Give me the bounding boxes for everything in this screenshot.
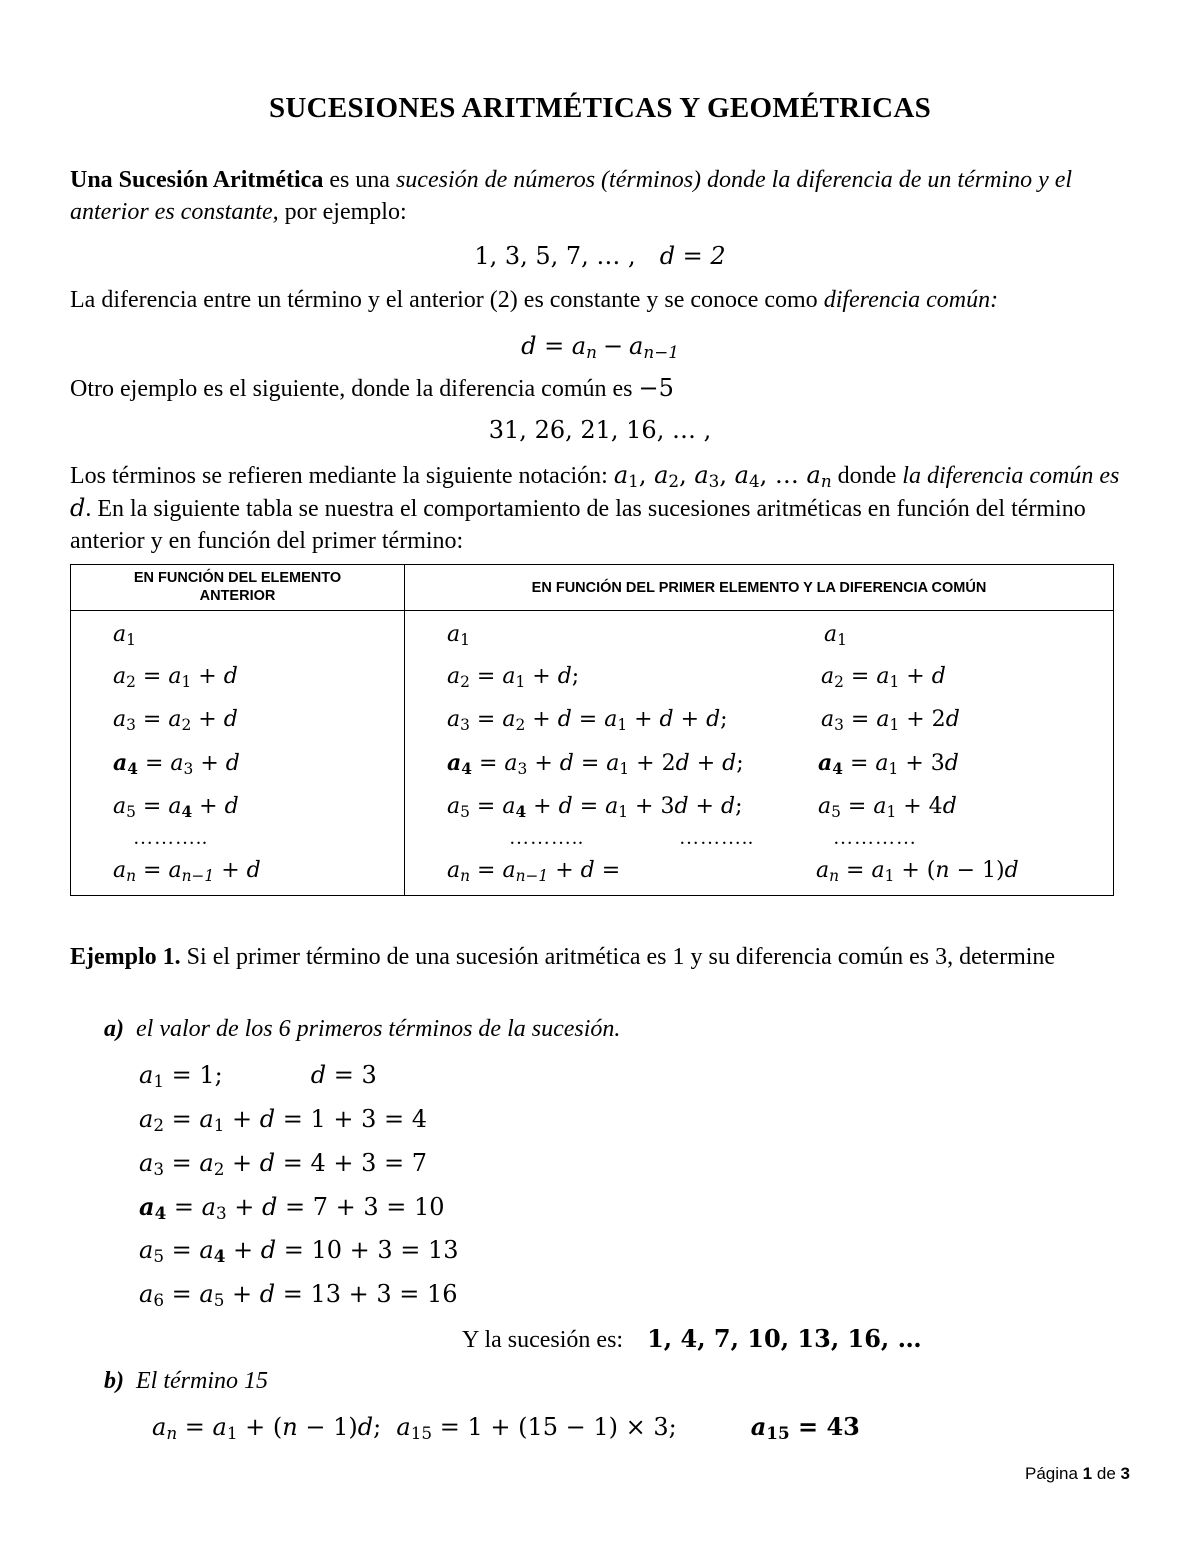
mid-a5: $a_5 = a_4 + d = a_1 + 3d + d$; [447,794,743,821]
calc-a5: $a_5 = a_4 + d = 10 + 3 = 13$ [139,1236,459,1267]
part-a-label: a) [104,1016,124,1042]
left-dots: ……….. [133,827,208,849]
second-sequence: 31, 26, 21, 16, … , [488,416,712,444]
notation-text1: Los términos se refieren mediante la siguiente notación: [70,463,614,489]
notation-text3: . En la siguiente tabla se nuestra el comportamiento de las sucesiones aritméticas en función del término anterior y en función del primer término: [70,496,1086,554]
part-b-line [104,1368,268,1395]
part-a-text: el valor de los 6 primeros términos de la sucesión. [136,1016,621,1042]
example-sequence-line [0,242,1200,271]
part-b-text: El término 15 [136,1368,268,1394]
mid-dots-1: ……….. [509,827,584,849]
left-a4: $a_4 = a_3 + d$ [113,750,240,778]
left-a3: $a_3 = a_2 + d$ [113,707,238,734]
intro-definition: sucesión de números (términos) donde la diferencia de un término y el anterior es constante, [70,167,1073,225]
calc-a1: $a_1 = 1$; d = 3 [139,1061,377,1092]
part-a-line [104,1016,620,1043]
calc-a6: $a_6 = a_5 + d = 13 + 3 = 16$ [139,1280,458,1311]
mid-a2: $a_2 = a_1 + d$; [447,664,580,691]
table-header-left: EN FUNCIÓN DEL ELEMENTO ANTERIOR [133,570,342,604]
mid-a3: $a_3 = a_2 + d = a_1 + d + d$; [447,707,728,734]
left-a5: $a_5 = a_4 + d$ [113,794,239,821]
left-an: $a_n = a_{n-1} + d$ [113,858,261,885]
difference-italic: diferencia común: [823,287,999,313]
table-header-right: EN FUNCIÓN DEL PRIMER ELEMENTO Y LA DIFERENCIA COMÚN [531,580,987,596]
part-b-label: b) [104,1368,124,1394]
difference-formula: $d = a_n - a_{n-1}$ [521,332,679,363]
example1-paragraph [70,941,1140,973]
formula-lhs: d = a [521,332,587,360]
calc-a3: $a_3 = a_2 + d = 4 + 3 = 7$ [139,1149,428,1180]
mid-dots-2: ……….. [679,827,754,849]
intro-text2: por ejemplo: [278,199,407,225]
notation-paragraph: Los términos se refieren mediante la siguiente notación: $a_1$, $a_2$, $a_3$, $a_4$, … $a_n$ donde la diferencia común es d. En la siguiente tabla se nuestra el comportamiento de las sucesiones aritméticas en función del término anterior y en función del primer término: [70,461,1120,554]
left-a1: $a_1$ [113,622,136,649]
notation-italic: la diferencia común es [902,463,1120,489]
intro-bold-lead: Una Sucesión Aritmética [70,167,324,193]
right-an: $a_n = a_1 + (n - 1)d$ [816,858,1019,885]
difference-text: La diferencia entre un término y el anterior (2) es constante y se conoce como [70,287,824,313]
intro-text1: es una [323,167,396,193]
left-a2: $a_2 = a_1 + d$ [113,664,238,691]
mid-an: $a_n = a_{n-1} + d$ = [447,858,621,885]
sequence-result-label: Y la sucesión es: [462,1327,624,1353]
mid-a4: $a_4 = a_3 + d = a_1 + 2d + d$; [447,750,744,778]
right-a3: $a_3 = a_1 + 2d$ [821,707,960,734]
notation-text2: donde [831,463,903,489]
right-a5: $a_5 = a_1 + 4d$ [818,794,957,821]
right-a1: $a_1$ [824,622,847,649]
formula-table [70,564,1114,896]
example-sequence: 1, 3, 5, 7, … , [474,242,636,270]
right-a2: $a_2 = a_1 + d$ [821,664,946,691]
calc-a2: $a_2 = a_1 + d = 1 + 3 = 4$ [139,1105,428,1136]
difference-paragraph [70,284,1140,316]
other-example-text: Otro ejemplo es el siguiente, donde la diferencia común es [70,376,639,402]
mid-a1: $a_1$ [447,622,470,649]
calc-a4: $a_4 = a_3 + d = 7 + 3 = 10$ [139,1192,445,1224]
other-example-paragraph [70,372,1140,405]
example1-label: Ejemplo 1. [70,944,181,970]
right-a4: $a_4 = a_1 + 3d$ [818,750,959,778]
example-difference: d = 2 [659,242,726,270]
other-example-value: −5 [638,374,674,402]
page-title: SUCESIONES ARITMÉTICAS Y GEOMÉTRICAS [268,92,932,124]
page-footer: Página 1 de 3 [1025,1464,1130,1483]
calc-a15: $a_n = a_1 + (n - 1)d$; $a_{15} = 1 + (15 - 1) \times 3$; $a_{15} = 43$ [152,1412,860,1444]
example1-text: Si el primer término de una sucesión aritmética es 1 y su diferencia común es 3, determine [180,944,1056,970]
right-dots: ………… [833,827,917,849]
sequence-result-line [462,1324,922,1354]
sequence-result: 1, 4, 7, 10, 13, 16, … [647,1324,922,1353]
intro-paragraph [70,164,1140,228]
